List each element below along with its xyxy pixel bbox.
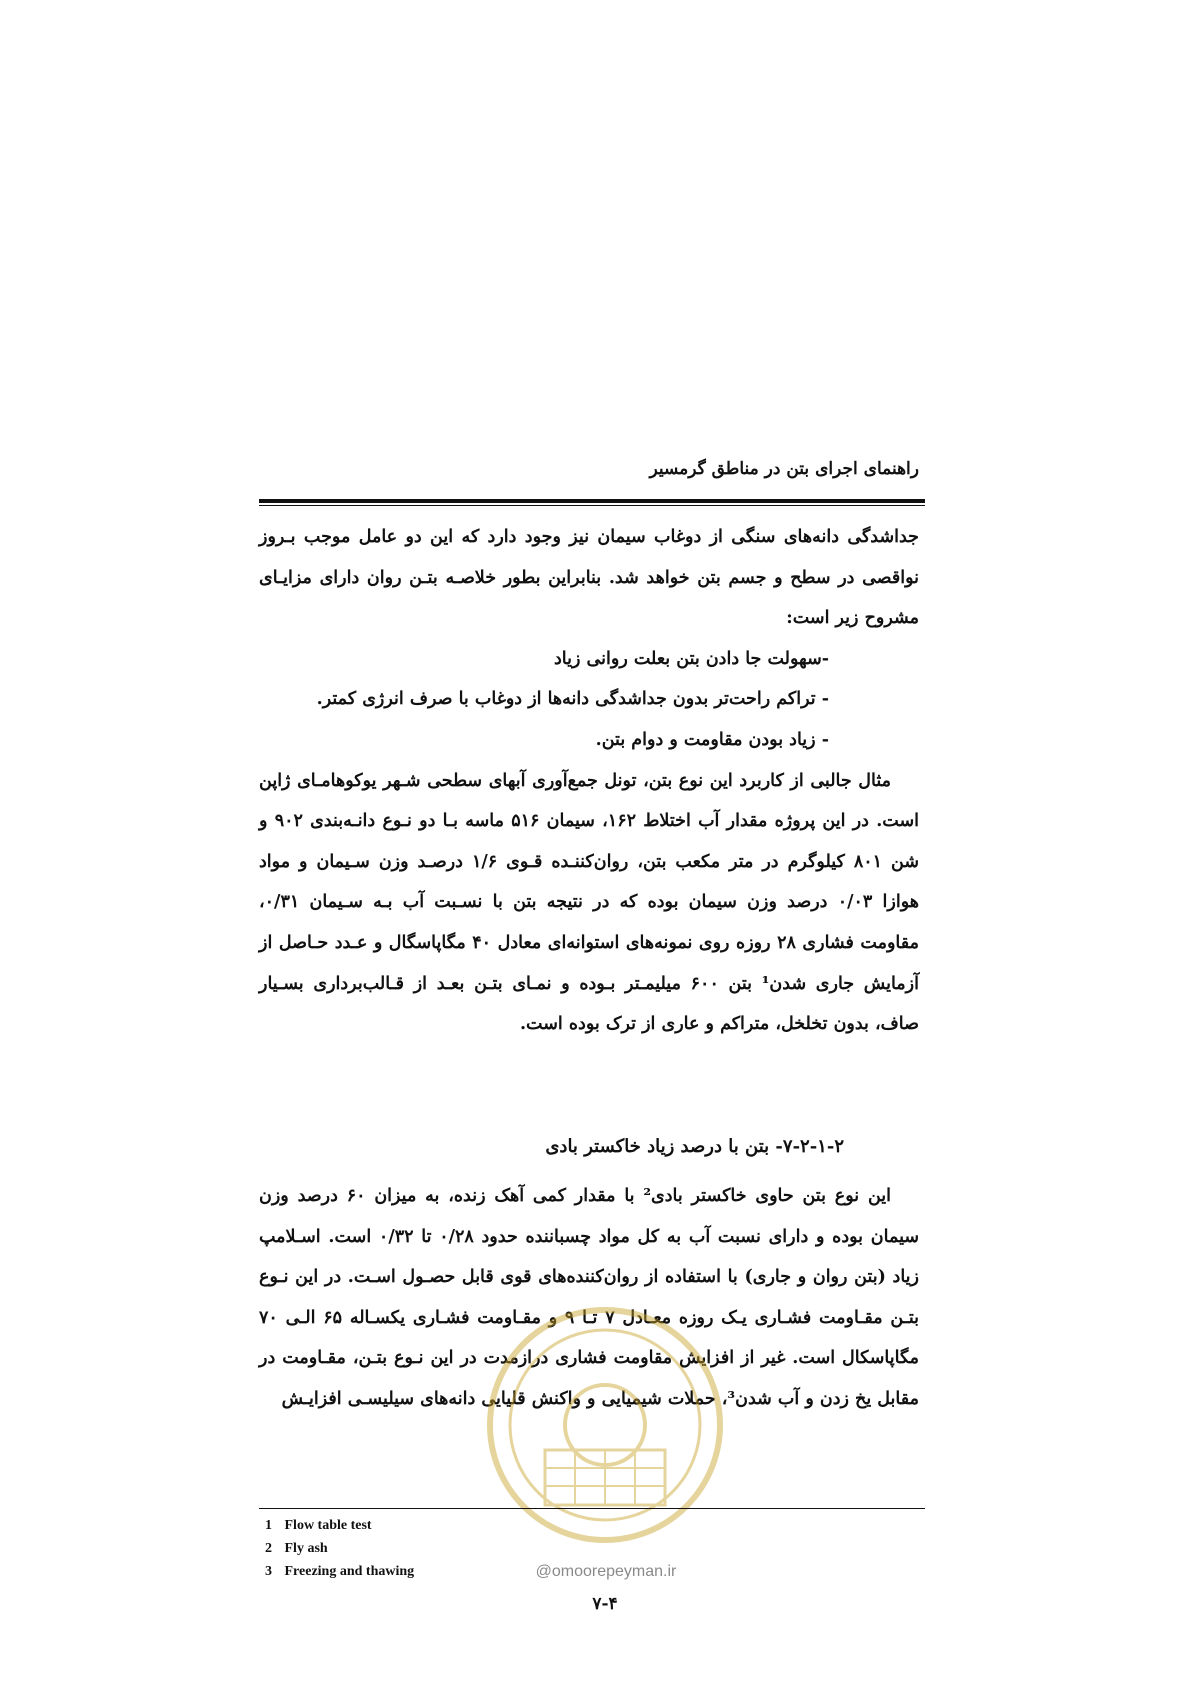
paragraph-fly-ash: این نوع بتن حاوی خاکستر بادی² با مقدار کمی آهک زنده، به میزان ۶۰ درصد وزن سیمان بوده و دارای نسبت آب به کل مواد چسباننده حدود ۰/۲۸ تا ۰/۳۲ است. اسـلامپ زیاد (بتن روان و جاری) با استفاده از روان‌کننده‌های قوی قابل حصـول اسـت. در این نـوع بتـن مقـاومت فشـاری یـک روزه معـادل ۷ تـا ۹ و مقـاومت فشـاری یکسـاله ۶۵ الـی ۷۰ مگاپاسکال است. غیر از افزایش مقاومت فشاری درازمدت در این نـوع بتـن، مقـاومت در مقابل یخ زدن و آب شدن³، حملات شیمیایی و واکنش قلیایی دانه‌های سیلیسـی افزایـش [259,1186,920,1409]
page-number: ۷-۴ [592,1594,618,1614]
bullet-item: - تراکم راحت‌تر بدون جداشدگی دانه‌ها از دوغاب با صرف انرژی کمتر. [316,689,829,710]
footnote-item [265,1514,414,1537]
section-1 [259,517,919,1045]
watermark-seal-icon [480,1300,730,1550]
footnotes [265,1514,414,1583]
header-rule-thin [259,505,925,506]
running-header: راهنمای اجرای بتن در مناطق گرمسیر [649,459,919,479]
footnote-number: 3 [265,1564,272,1579]
paragraph-example: مثال جالبی از کاربرد این نوع بتن، تونل جمع‌آوری آبهای سطحی شـهر یوکوهامـای ژاپن است. در این پروژه مقدار آب اختلاط ۱۶۲، سیمان ۵۱۶ ماسه بـا دو نـوع دانـه‌بندی ۹۰۲ و شن ۸۰۱ کیلوگرم در متر مکعب بتن، روان‌کننـده قـوی ۱/۶ درصـد وزن سـیمان و مواد هوازا ۰/۰۳ درصد وزن سیمان بوده که در نتیجه بتن با نسـبت آب بـه سـیمان ۰/۳۱، مقاومت فشاری ۲۸ روزه روی نمونه‌های استوانه‌ای معادل ۴۰ مگاپاسگال و عـدد حـاصل از آزمایش جاری شدن¹ بتن ۶۰۰ میلیمـتر بـوده و نمـای بتـن بعـد از قـالب‌برداری بسـیار صاف، بدون تخلخل، متراکم و عاری از ترک بوده است. [259,770,920,1035]
bullet-item: - زیاد بودن مقاومت و دوام بتن. [595,729,829,750]
footnote-number: 2 [265,1541,272,1556]
footnote-number: 1 [265,1518,272,1533]
paragraph-intro: جداشدگی دانه‌های سنگی از دوغاب سیمان نیز وجود دارد که این دو عامل موجب بـروز نواقصی در سطح و جسم بتن خواهد شد. بنابراین بطور خلاصـه بتـن روان دارای مزایـای مشروح زیر است: [259,527,919,629]
bullet-item: -سهولت جا دادن بتن بعلت روانی زیاد [554,648,829,669]
footnote-text: Freezing and thawing [284,1564,415,1579]
footnote-item [265,1560,414,1583]
header-rule-thick [259,499,925,503]
footnote-item [265,1537,414,1560]
footnote-rule [259,1508,925,1509]
footnote-text: Fly ash [284,1541,328,1556]
footnote-text: Flow table test [284,1518,372,1533]
section-heading: ۷-۲-۱-۲- بتن با درصد زیاد خاکستر بادی [545,1136,844,1157]
watermark-text: @omoorepeyman.ir [535,1563,677,1580]
